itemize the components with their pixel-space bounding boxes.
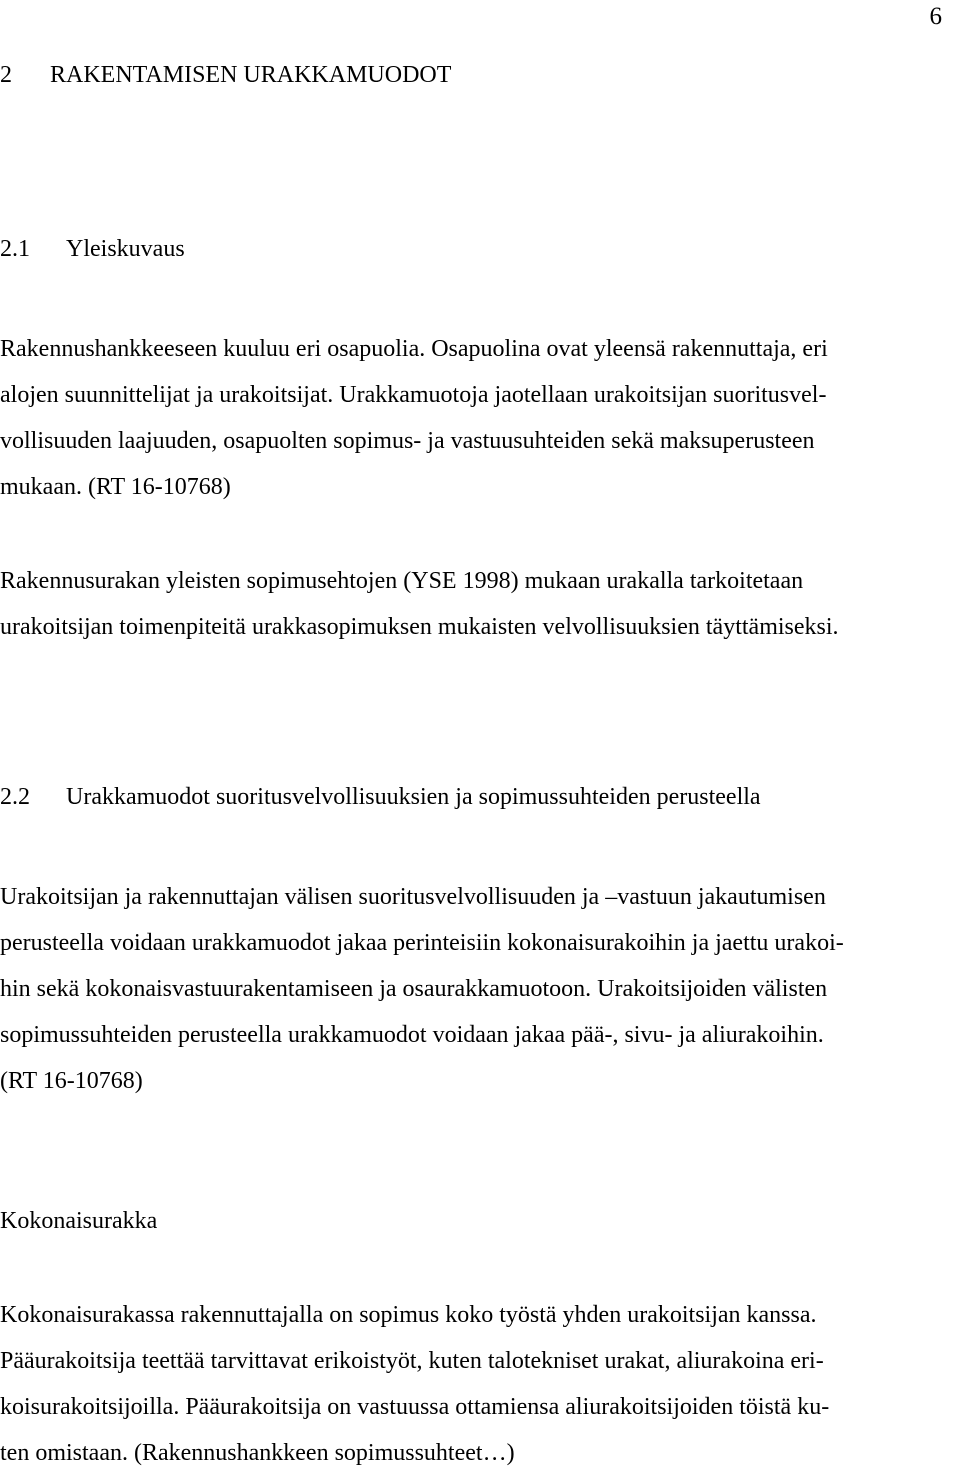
chapter-heading [0, 52, 940, 98]
paragraph [0, 558, 940, 650]
paragraph-line: urakoitsijan toimenpiteitä urakkasopimuksen mukaisten velvollisuuksien täyttämiseksi. [0, 614, 839, 640]
paragraph-line: Pääurakoitsija teettää tarvittavat erikoistyöt, kuten talotekniset urakat, aliurakoina eri- [0, 1348, 824, 1374]
paragraph-line: (RT 16-10768) [0, 1068, 143, 1094]
section-title: Yleiskuvaus [66, 236, 185, 262]
page-number: 6 [929, 3, 942, 30]
section-number: 2.1 [0, 236, 30, 262]
paragraph [0, 874, 940, 1104]
section-number: 2.2 [0, 784, 30, 810]
paragraph-line: Kokonaisurakassa rakennuttajalla on sopimus koko työstä yhden urakoitsijan kanssa. [0, 1302, 817, 1328]
paragraph [0, 1292, 940, 1476]
chapter-title: RAKENTAMISEN URAKKAMUODOT [50, 62, 452, 88]
paragraph-line: sopimussuhteiden perusteella urakkamuodot voidaan jakaa pää-, sivu- ja aliurakoihin. [0, 1022, 824, 1048]
paragraph-line: mukaan. (RT 16-10768) [0, 474, 231, 500]
paragraph-line: Urakoitsijan ja rakennuttajan välisen suoritusvelvollisuuden ja –vastuun jakautumisen [0, 884, 826, 910]
paragraph-line: hin sekä kokonaisvastuurakentamiseen ja osaurakkamuotoon. Urakoitsijoiden välisten [0, 976, 828, 1002]
paragraph-line: Rakennushankkeeseen kuuluu eri osapuolia. Osapuolina ovat yleensä rakennuttaja, eri [0, 336, 828, 362]
paragraph-line: Rakennusurakan yleisten sopimusehtojen (YSE 1998) mukaan urakalla tarkoitetaan [0, 568, 804, 594]
section-heading-2-1 [0, 226, 940, 272]
paragraph-line: vollisuuden laajuuden, osapuolten sopimus- ja vastuusuhteiden sekä maksuperusteen [0, 428, 815, 454]
subsection-title: Kokonaisurakka [0, 1208, 158, 1234]
chapter-number: 2 [0, 62, 12, 88]
section-heading-2-2 [0, 774, 940, 820]
paragraph-line: perusteella voidaan urakkamuodot jakaa perinteisiin kokonaisurakoihin ja jaettu urakoi- [0, 930, 844, 956]
paragraph-line: alojen suunnittelijat ja urakoitsijat. Urakkamuotoja jaotellaan urakoitsijan suoritusvel- [0, 382, 827, 408]
paragraph [0, 326, 940, 510]
section-title: Urakkamuodot suoritusvelvollisuuksien ja sopimussuhteiden perusteella [66, 784, 761, 810]
paragraph-line: koisurakoitsijoilla. Pääurakoitsija on vastuussa ottamiensa aliurakoitsijoiden töistä ku- [0, 1394, 830, 1420]
subsection-heading [0, 1198, 940, 1244]
paragraph-line: ten omistaan. (Rakennushankkeen sopimussuhteet…) [0, 1440, 515, 1466]
